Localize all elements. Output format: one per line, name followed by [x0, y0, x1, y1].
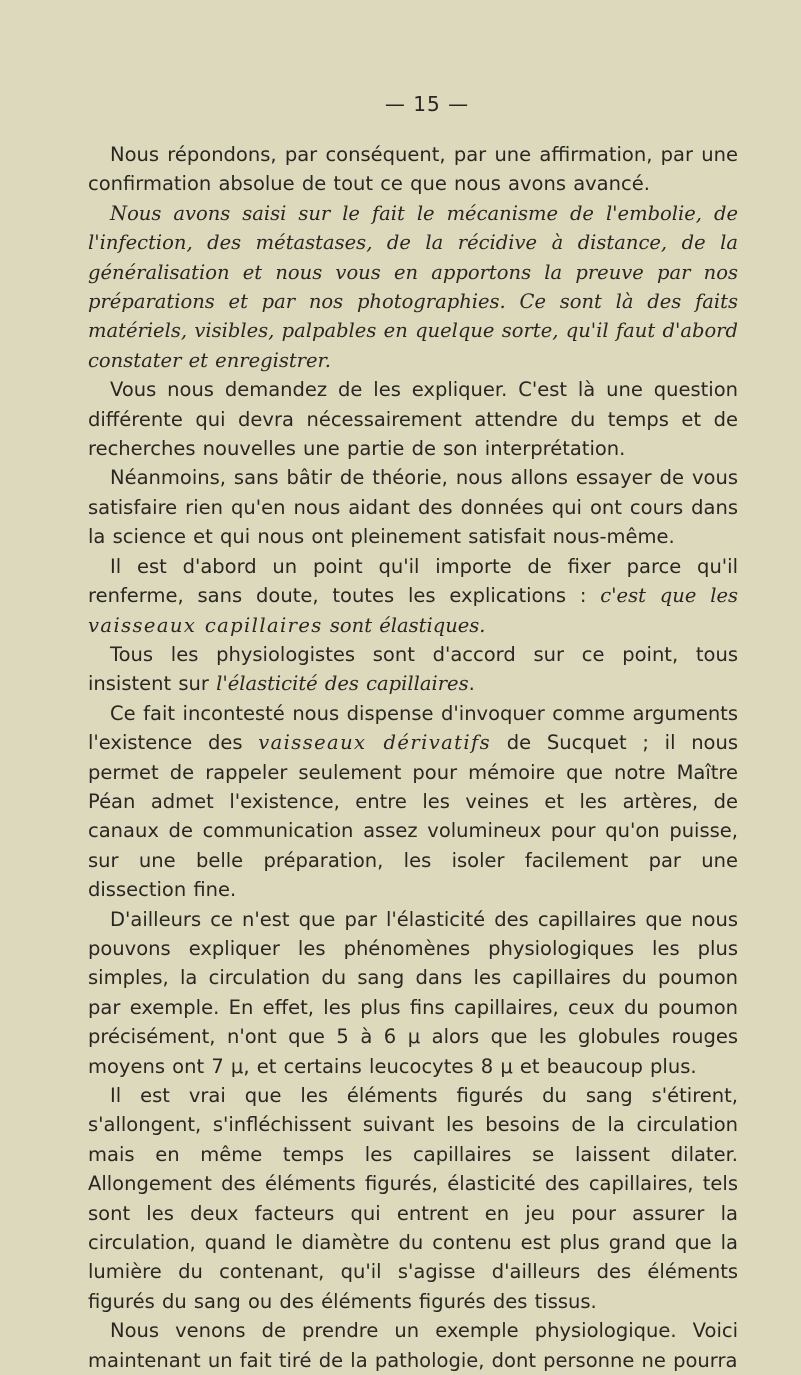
text-run: Nous venons de prendre un exemple physiologique. Voici maintenant un fait tiré de la pathologie, dont personne ne pourra: [88, 1319, 738, 1372]
italic-text: sont élastiques.: [322, 613, 486, 637]
italic-text: Nous avons saisi sur le fait le mécanisme de l'embolie, de l'infection, des métastases, de la récidive à distance, de la généralisation et nous vous en apportons la preuve par nos préparations et par nos photographies. Ce sont là des faits matériels, visibles, palpables en quelque sorte, qu'il faut d'abord constater et enregistrer.: [88, 201, 738, 372]
paragraph: [88, 199, 738, 375]
body-text: [88, 140, 738, 1375]
text-run: de Sucquet ; il nous permet de rappeler seulement pour mémoire que notre Maître Péan admet l'existence, entre les veines et les artères, de canaux de communication assez volumineux pour qu'on puisse, sur une belle préparation, les isoler facilement par une dissection fine.: [88, 731, 738, 902]
paragraph: [88, 140, 738, 199]
paragraph: [88, 640, 738, 699]
paragraph: [88, 1316, 738, 1375]
emphasized-term: vaisseaux capillaires: [88, 613, 323, 637]
page-number: — 15 —: [384, 92, 470, 116]
paragraph: [88, 905, 738, 1081]
text-run: D'ailleurs ce n'est que par l'élasticité des capillaires que nous pouvons expliquer les phénomènes physiologiques les plus simples, la circulation du sang dans les capillaires du poumon par exemple. En effet, les plus fins capillaires, ceux du poumon précisément, n'ont que 5 à 6 μ alors que les globules rouges moyens ont 7 μ, et certains leucocytes 8 μ et beaucoup plus.: [88, 907, 738, 1078]
italic-text: l'élasticité des capillaires: [216, 672, 469, 696]
text-run: Vous nous demandez de les expliquer. C'est là une question différente qui devra nécessairement attendre du temps et de recherches nouvelles une partie de son interprétation.: [88, 378, 738, 461]
text-run: .: [468, 672, 475, 696]
italic-text: c'est que les: [600, 584, 739, 608]
text-run: Tous les physiologistes sont d'accord sur ce point, tous insistent sur: [88, 642, 738, 696]
paragraph: [88, 1081, 738, 1316]
text-run: Néanmoins, sans bâtir de théorie, nous allons essayer de vous satisfaire rien qu'en nous aidant des données qui ont cours dans la science et qui nous ont pleinement satisfait nous-même.: [88, 466, 738, 549]
text-run: Il est d'abord un point qu'il importe de fixer parce qu'il renferme, sans doute, toutes les explications :: [88, 554, 738, 608]
paragraph: [88, 375, 738, 463]
emphasized-term: vaisseaux dérivatifs: [258, 731, 492, 755]
paragraph: [88, 552, 738, 640]
paragraph: [88, 699, 738, 905]
text-run: Il est vrai que les éléments figurés du sang s'étirent, s'allongent, s'infléchissent suivant les besoins de la circulation mais en même temps les capillaires se laissent dilater. Allongement des éléments figurés, élasticité des capillaires, tels sont les deux facteurs qui entrent en jeu pour assurer la circulation, quand le diamètre du contenu est plus grand que la lumière du contenant, qu'il s'agisse d'ailleurs des éléments figurés du sang ou des éléments figurés des tissus.: [88, 1084, 738, 1313]
text-run: Ce fait incontesté nous dispense d'invoquer comme arguments l'existence des: [88, 701, 738, 755]
paragraph: [88, 463, 738, 551]
text-run: Nous répondons, par conséquent, par une affirmation, par une confirmation absolue de tout ce que nous avons avancé.: [88, 143, 738, 196]
document-page: [88, 92, 738, 1375]
